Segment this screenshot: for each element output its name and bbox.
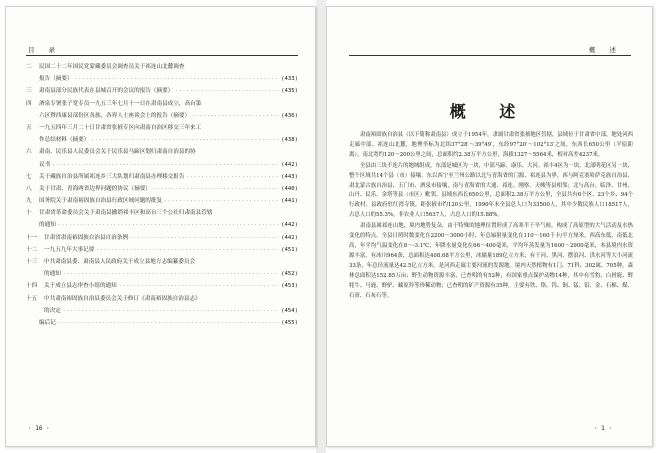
toc-entry-number: 十三: [26, 259, 38, 265]
table-of-contents: [26, 61, 298, 329]
toc-entry-title: 作总结材料（摘要）: [39, 137, 90, 144]
toc-page-number: (438): [281, 137, 298, 144]
toc-entry: [26, 207, 298, 219]
toc-entry-number: 三: [26, 88, 32, 95]
left-running-head: 目 录: [28, 46, 62, 54]
toc-entry-title: 的通知: [39, 222, 56, 229]
toc-entry-number: 六: [26, 149, 32, 156]
toc-entry-title: 甘肃省革命委员会关于肃南县撤销祁丰区和高台三个公社归肃南县管辖: [39, 210, 213, 217]
toc-entry: [26, 293, 298, 305]
toc-entry-title: 的通知: [44, 271, 61, 278]
toc-entry-continuation: [26, 134, 298, 146]
toc-entry: [26, 61, 298, 73]
toc-entry: [26, 195, 298, 207]
right-page-number: · 1 ·: [593, 425, 612, 432]
toc-page-number: (442): [281, 161, 298, 168]
body-paragraph: 肃南裕固族自治县（以下简称肃南县）成立于1954年，隶属甘肃省张掖地区管辖，县域位于甘肃省中部，地处河西走廊中部、祁连山北麓，地理坐标为北纬37°28′～39°49′，东经97°20′～102°13′之间，东西长650公里（平原距离），南北宽约120～200公里之间，总面积约2.38万平方公里，海拔1327～5564米，相对高差4237米。: [349, 132, 633, 158]
toc-entry-continuation: [26, 159, 298, 171]
toc-entry-title: 甘肃省肃南裕固族自治县自治条例: [44, 234, 128, 241]
toc-entry-number: 十一: [26, 234, 38, 241]
toc-entry-number: 八: [26, 185, 32, 192]
toc-entry: [26, 183, 298, 195]
toc-entry-number: 十: [26, 210, 32, 217]
toc-dot-leader: [63, 306, 279, 318]
body-paragraph: 肃南县属祁连山地，境内地势复杂，由于特殊的地理位置形成了高寒半干旱气候，构成了高原型的大气活动及水热变化的特点。全县日照时数变化在2200～3000小时，年总辐射量变化在110～160千卡/平方厘米，西高东低，南低北高，年平均气温变化在8～-3.1℃，年降水量变化在66～400毫米，平均年蒸发量为1600～2900毫米，本县境内水资源丰富，有冰川964条，总面积达408.68平方公里，冰储量189亿立方米；有干河、黑河、摆浪河、洪水河等大小河流33条，年总径流量达42.5亿立方米，是河西走廊主要河流的发源地。境内天然植物有1门、71科、302属、705种，森林总面积达152.85万亩；野生动物资源丰富，已查明的有52种，有国家重点保护动物14种，其中有雪豹、白唇鹿、野牦牛、马鹿、野驴、藏原羚等珍稀动物；已查明的矿产资源有35种，主要有铁、铬、钨、铜、锰、铅、金、石棉、煤、石膏、石灰石等。: [349, 223, 633, 299]
toc-entry-title: 民国二十二年国民党蒙藏委员会调查员关于祁连山北麓调查: [39, 64, 185, 70]
toc-page-number: (453): [281, 283, 298, 290]
toc-entry: [26, 171, 298, 183]
left-page-number: · 16 ·: [28, 425, 50, 432]
toc-page-number: (433): [281, 76, 298, 83]
toc-page-number: (455): [281, 319, 298, 326]
toc-page-number: (440): [281, 185, 298, 192]
toc-entry-title: 酒泉专署张子宽专员一九五三年七月十一日在肃南县成立，高台第: [39, 100, 202, 107]
toc-entry-number: 四: [26, 100, 32, 107]
toc-entry: [26, 256, 298, 268]
toc-entry-continuation: [26, 219, 298, 231]
toc-dot-leader: [186, 172, 279, 184]
toc-entry: [26, 317, 298, 329]
right-running-head: 概 述: [588, 46, 622, 54]
toc-dot-leader: [153, 184, 279, 196]
toc-entry-number: 五: [26, 124, 32, 131]
toc-page-number: (435): [281, 88, 298, 95]
body-paragraph: 全县由三块不连片的地域组成，东部是城区为一块，中部马蹄、康乐、大河、祁丰4区为一块，北部明花区另一块，整个区域共14个县（市）接壤。东以西宁至兰州公路以北与青海省的门源、祁连县为界，西与阿克塞哈萨克族自治县、肃北蒙古族自治县、玉门市、酒泉市接壤，南与青海省的大通、祁连、刚察、天峻等县相邻；北与高台、临泽、甘州、山丹、民乐、金塔等县（市区）毗邻。县域东西长650公里，总面积2.38万平方公里，全县共有6个区、23个乡、94个行政村。县政府驻红湾寺镇，距张掖市约120公里，1990年末全县总人口为33500人，其中少数民族人口18517人，占总人口的55.3%，非农业人口5637人，占总人口的15.88%。: [349, 162, 633, 219]
toc-entry-title: 一九五四年三月二十日甘肃省张掖专区向肃南自治区移交三年来工: [39, 124, 202, 131]
toc-entry-title: 国务院关于肃南裕固族自治县行政区域问题的批复: [39, 198, 163, 205]
toc-entry-title: 议书: [39, 161, 51, 168]
toc-entry-title: 中共肃南裕固族自治县委员会关于修订《肃南裕固族自治县志》: [44, 295, 201, 302]
left-header-rule: [26, 55, 298, 56]
toc-page-number: (443): [281, 173, 298, 180]
chapter-title: 概 述: [449, 102, 530, 121]
toc-entry-title: 报告（摘要）: [39, 76, 73, 83]
toc-entry-title: 关于成立县志审查小组的通知: [44, 283, 117, 290]
toc-page-number: (452): [281, 271, 298, 278]
toc-entry: [26, 122, 298, 134]
toc-page-number: (436): [281, 112, 298, 119]
body-text: [349, 131, 633, 301]
toc-entry-title: 肃南、民乐县人民委员会关于民乐县马蹄区划归肃南自治县的协: [39, 149, 196, 156]
toc-entry: [26, 146, 298, 158]
toc-entry: [26, 280, 298, 292]
toc-entry-number: 十二: [26, 246, 38, 253]
toc-entry: [26, 244, 298, 256]
toc-entry: [26, 232, 298, 244]
toc-entry-title: 六区暨西康县部份区各族、各界人士座谈会上的报告（摘要）: [39, 112, 191, 119]
toc-entry-number: 二: [26, 64, 32, 70]
toc-dot-leader: [130, 233, 279, 245]
book-gutter: [316, 0, 326, 453]
toc-page-number: (442): [281, 234, 298, 241]
toc-dot-leader: [192, 111, 279, 123]
toc-entry-number: 十五: [26, 295, 38, 302]
toc-entry-title: 关于甘肃、青海两省边界问题的协议（摘要）: [39, 185, 151, 192]
toc-dot-leader: [58, 318, 279, 330]
toc-entry-title: 的决定: [44, 307, 61, 314]
toc-entry-title: 关于藏族自治县所属祁连乡三大队划归肃南县办理移交报告: [39, 173, 185, 180]
toc-page-number: (451): [281, 246, 298, 253]
toc-entry-title: 编后记: [39, 319, 56, 326]
toc-entry-title: 一九五九年大事记要: [44, 246, 95, 253]
toc-entry-title: 肃南县部分民族代表在县城召开的会议的报告（摘要）: [39, 88, 174, 95]
toc-entry: [26, 85, 298, 97]
toc-entry-number: 九: [26, 198, 32, 205]
toc-entry-title: 中共肃南县委、肃南县人民政府关于成立县地方志编纂委员会: [44, 259, 196, 265]
right-header-rule: [349, 55, 631, 56]
left-page: [5, 6, 316, 447]
toc-entry-number: 七: [26, 173, 32, 180]
right-page: [326, 6, 653, 447]
toc-page-number: (441): [281, 198, 298, 205]
toc-page-number: (442): [281, 222, 298, 229]
toc-entry-continuation: [26, 268, 298, 280]
toc-entry-number: 十四: [26, 283, 38, 290]
toc-entry-continuation: [26, 73, 298, 85]
toc-entry: [26, 98, 298, 110]
toc-entry-continuation: [26, 305, 298, 317]
toc-entry-continuation: [26, 110, 298, 122]
toc-page-number: (454): [281, 307, 298, 314]
